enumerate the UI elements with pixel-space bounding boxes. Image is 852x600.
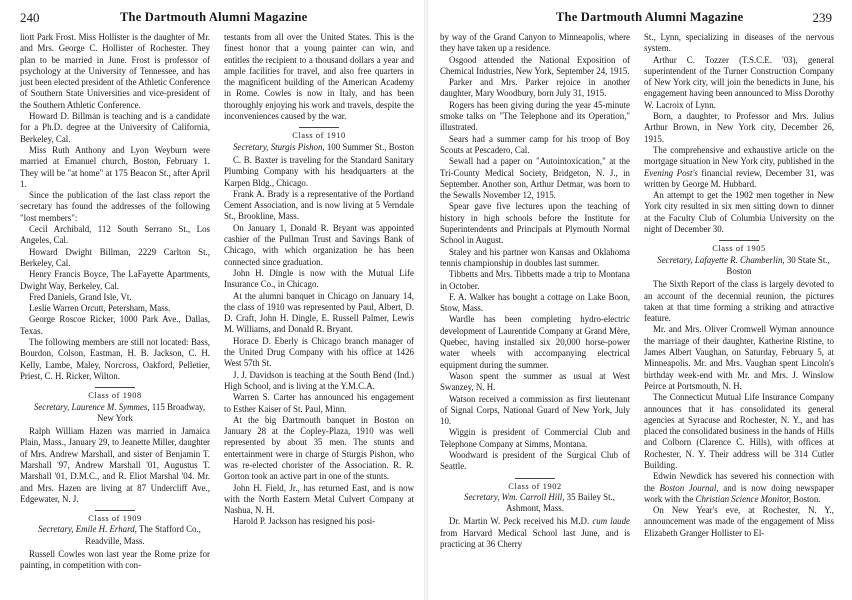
secretary-label: Secretary, <box>233 141 269 152</box>
paragraph: The Connecticut Mutual Life Insurance Company announces that it has consolidated its general agencies at Syracuse and Rochester, N. Y., and has placed the consolidated business in the hands of Hills and Colborn (Clarence C. Hills), with offices at Rochester, N. Y. Their address will be 314 Cutler Building. <box>644 392 834 470</box>
address-entry: Howard Dwight Billman, 2229 Carlton St., Berkeley, Cal. <box>20 246 210 268</box>
left-page-header <box>20 10 406 26</box>
class-1902-section <box>440 478 630 515</box>
section-rule <box>95 510 135 511</box>
paragraph: Wiggin is president of Commercial Club and Telephone Company at Simms, Montana. <box>440 427 630 449</box>
text-run-italic: Christian Science Monitor, <box>695 493 791 504</box>
paragraph: Rogers has been giving during the year 45-minute smoke talks on "The Telephone and its Operation," illustrated. <box>440 99 630 133</box>
paragraph <box>440 516 630 550</box>
paragraph: On January 1, Donald R. Bryant was appointed cashier of the Pullman Trust and Savings Bank of Chicago, with which organization he has been connected since graduation. <box>224 222 414 267</box>
paragraph: The following members are still not located: Bass, Bourdon, Colson, Eastman, H. B. Jackson, C. H. Kelly, Lambe, Maley, Norcross, Oakford, Pelletier, Priest, C. H. Ricker, Wilton. <box>20 337 210 381</box>
secretary-name: Laurence M. Symmes, <box>71 401 150 412</box>
paragraph: testants from all over the United States. This is the finest honor that a young painter can win, and entitles the recipient to a thousand dollars a year and ample facilities for travel, and also free quarters in the magnificent building of the American Academy in Rome. Cowles is now in Italy, and has been thoroughly enjoying his work and travels, despite the inconveniences caused by the war. <box>224 32 414 122</box>
section-rule <box>299 127 339 128</box>
paragraph: Warren S. Carter has announced his engagement to Esther Kaiser of St. Paul, Minn. <box>224 392 414 414</box>
paragraph: Russell Cowles won last year the Rome prize for painting, in competition with con- <box>20 549 210 571</box>
text-run: financial review, December 31, was written by George M. Hubbard. <box>644 167 834 189</box>
paragraph: An attempt to get the 1902 men together in New York city resulted in six men sitting down to dinner at the Faculty Club of Columbia University on the night of December 30. <box>644 190 834 235</box>
paragraph: Staley and his partner won Kansas and Oklahoma tennis championship in doubles last summer. <box>440 246 630 268</box>
paragraph: Howard D. Billman is teaching and is a candidate for a Ph.D. degree at the University of California, Berkeley, Cal. <box>20 111 210 144</box>
right-page <box>426 0 852 600</box>
class-heading: Class of 1910 <box>292 131 346 141</box>
right-column-2 <box>644 32 834 539</box>
address-entry: Henry Francis Boyce, The LaFayette Apartments, Dwight Way, Berkeley, Cal. <box>20 269 210 291</box>
secretary-address: 30 State St., Boston <box>726 254 830 276</box>
section-rule <box>515 478 555 479</box>
secretary-name: Wm. Carroll Hill, <box>501 491 565 502</box>
paragraph: C. B. Baxter is traveling for the Standard Sanitary Plumbing Company with his headquarters at the Karpen Bldg., Chicago. <box>224 154 414 188</box>
class-heading: Class of 1909 <box>88 514 142 524</box>
paragraph: Watson received a commission as first lieutenant of Signal Corps, National Guard of New York, July 10. <box>440 393 630 427</box>
right-running-title: The Dartmouth Alumni Magazine <box>556 10 744 24</box>
paragraph: Wardle has been completing hydro-electric development of Laurentide Company at Grand Mère, Quebec, having installed six 20,000 horse-power water wheels with accompanying electrical equipment during the summer. <box>440 314 630 370</box>
right-page-header <box>446 10 832 26</box>
secretary-label: Secretary, <box>33 401 70 412</box>
paragraph: Wason spent the summer as usual at West Swanzey, N. H. <box>440 370 630 393</box>
paragraph: Sewall had a paper on "Autointoxication," at the Tri-County Medical Society, Bridgeton, N. J., in September. Another son, Arthur Detmar, was born to the Sewalls November 12, 1915. <box>440 156 630 201</box>
paragraph: F. A. Walker has bought a cottage on Lake Boon, Stow, Mass. <box>440 291 630 314</box>
class-1910-section <box>224 127 414 153</box>
paragraph: Since the publication of the last class report the secretary has found the addresses of the following "lost members": <box>20 190 210 223</box>
secretary-address: 115 Broadway, New York <box>97 401 206 423</box>
paragraph: Mr. and Mrs. Oliver Cromwell Wyman announce the marriage of their daughter, Katherine Ristine, to James Albert Vaughan, on Saturday, February 5, at Minneapolis. Mr. and Mrs. Vaughan spent Lincoln's birthday week-end with Mr. and Mrs. J. Winslow Peirce at Portsmouth, N. H. <box>644 324 834 391</box>
right-page-number: 239 <box>812 10 832 25</box>
text-run: from Harvard Medical School last June, and is practicing at 36 Cherry <box>440 527 630 550</box>
paragraph: John H. Field, Jr., has returned East, and is now with the North Eastern Metal Culvert Company at Nashua, N. H. <box>224 482 414 516</box>
paragraph: Sears had a summer camp for his troop of Boy Scouts at Pescadero, Cal. <box>440 133 630 155</box>
paragraph: Miss Ruth Anthony and Lyon Weyburn were married at Emanuel church, Boston, February 1. They will be "at home" at 175 Beacon St., after April 1. <box>20 144 210 189</box>
paragraph: At the alumni banquet in Chicago on January 14, the class of 1910 was represented by Paul, Albert, D. D. Craft, John H. Dingle, E. Russell Palmer, Lewis M. Williams, and Donald R. Bryant. <box>224 290 414 335</box>
text-run: Boston. <box>793 493 821 504</box>
paragraph: Woodward is president of the Surgical Club of Seattle. <box>440 449 630 472</box>
secretary-label: Secretary, <box>657 254 693 265</box>
secretary-line <box>20 402 210 425</box>
secretary-address: 100 Summer St., Boston <box>326 141 414 152</box>
address-entry: Cecil Archibald, 112 South Serrano St., Los Angeles, Cal. <box>20 224 210 246</box>
secretary-line <box>440 492 630 515</box>
secretary-label: Secretary, <box>38 524 74 535</box>
section-rule <box>719 240 759 241</box>
paragraph: Horace D. Eberly is Chicago branch manager of the United Drug Company with his office at 1426 West 57th St. <box>224 335 414 369</box>
paragraph: Osgood attended the National Exposition of Chemical Industries, New York, September 24, 1915. <box>440 54 630 76</box>
secretary-label: Secretary, <box>464 491 500 502</box>
text-run: Edwin Newdick has severed his connection with the <box>644 471 834 493</box>
left-running-title: The Dartmouth Alumni Magazine <box>120 10 308 24</box>
right-column-1 <box>440 32 630 550</box>
secretary-name: Lafayette R. Chamberlin, <box>694 254 785 265</box>
class-1908-section <box>20 387 210 424</box>
text-run: Dr. Martin W. Peck received his M.D. <box>449 516 590 527</box>
paragraph: St., Lynn, specializing in diseases of the nervous system. <box>644 32 834 54</box>
secretary-address: 35 Bailey St., Ashmont, Mass. <box>506 491 615 514</box>
paragraph <box>644 145 834 190</box>
paragraph: At the big Dartmouth banquet in Boston on January 28 at the Copley-Plaza, 1910 was well represented by about 35 men. The stunts and entertainment were in charge of Sturgis Pishon, who was re-elected chorister of the Association. R. R. Gorton took an active part in one of the stunts. <box>224 414 414 482</box>
paragraph: John H. Dingle is now with the Mutual Life Insurance Co., in Chicago. <box>224 267 414 290</box>
left-column-1 <box>20 32 210 572</box>
paragraph: by way of the Grand Canyon to Minneapolis, where they have taken up a residence. <box>440 32 630 54</box>
paragraph: J. J. Davidson is teaching at the South Bend (Ind.) High School, and is living at the Y.M.C.A. <box>224 369 414 391</box>
class-heading: Class of 1902 <box>508 481 562 491</box>
class-1909-section <box>20 510 210 547</box>
secretary-address: The Stafford Co., Readville, Mass. <box>85 524 201 546</box>
paragraph: Ralph William Hazen was married in Jamaica Plain, Mass., January 29, to Jeanette Miller, daughter of Mrs. Andrew Marshall, and sister of Benjamin T. Marshall '97, Andrew Marshall '01, Augustus T. Marshall '01, D.M.C., and R. Eliot Marshal '04. Mr. and Mrs. Hazen are living at 87 Undercliff Ave., Edgewater, N. J. <box>20 426 210 504</box>
text-run-italic: Evening Post's <box>644 167 698 178</box>
paragraph: Harold P. Jackson has resigned his posi- <box>233 516 376 527</box>
paragraph: The Sixth Report of the class is largely devoted to an account of the decennial reunion, the pictures taken at that time forming a striking and attractive feature. <box>644 279 834 324</box>
text-run-italic: Boston Journal, <box>659 482 719 493</box>
address-entry: Fred Daniels, Grand Isle, Vt. <box>29 291 132 302</box>
paragraph: Parker and Mrs. Parker rejoice in another daughter, Mary Woodbury, born July 31, 1915. <box>440 77 630 99</box>
text-run: The comprehensive and exhaustive article on the mortgage situation in New York city, published in the <box>644 144 834 167</box>
left-column-2 <box>224 32 414 528</box>
address-entry: George Roscoe Ricker, 1000 Park Ave., Dallas, Texas. <box>20 314 210 336</box>
section-rule <box>95 387 135 388</box>
class-heading: Class of 1905 <box>712 244 766 254</box>
paragraph: Frank A. Brady is a representative of the Portland Cement Association, and is now living at 5 Verndale St., Brookline, Mass. <box>224 188 414 222</box>
address-entry: Leslie Warren Orcutt, Petersham, Mass. <box>29 303 171 314</box>
secretary-line <box>644 255 834 278</box>
paragraph: Spear gave five lectures upon the teaching of history in high schools before the Institute for Superintendents and Principals at Plymouth Normal School in August. <box>440 201 630 246</box>
paragraph <box>644 471 834 505</box>
left-page-number: 240 <box>20 10 40 25</box>
class-1905-section <box>644 240 834 277</box>
secretary-line <box>224 142 414 153</box>
secretary-name: Sturgis Pishon, <box>270 141 325 152</box>
class-heading: Class of 1908 <box>88 391 142 401</box>
paragraph: liott Park Frost. Miss Hollister is the daughter of Mr. and Mrs. George C. Hollister of Rochester. They plan to be married in June. Frost is professor of psychology at the University of Tennessee, and has just been elected president of the Athletic Conference of Southern State Universities and vice-president of the Southern Athletic Conference. <box>20 32 210 110</box>
text-run: and is now doing newspaper work with the <box>644 482 834 504</box>
secretary-line <box>20 524 210 547</box>
secretary-name: Emile H. Erhard, <box>75 524 137 535</box>
paragraph: Arthur C. Tozzer (T.S.C.E. '03), general superintendent of the Turner Construction Company of New York city, will join the benedicts in June, his engagement having been announced to Miss Dorothy W. Lacroix of Lynn. <box>644 54 834 110</box>
paragraph: Born, a daughter, to Professor and Mrs. Julius Arthur Brown, in New York city, December 26, 1915. <box>644 111 834 144</box>
paragraph: Tibbetts and Mrs. Tibbetts made a trip to Montana in October. <box>440 269 630 291</box>
text-run-italic: cum laude <box>592 516 630 527</box>
paragraph: On New Year's eve, at Rochester, N. Y., announcement was made of the engagement of Miss Elizabeth Granger Hollister to El- <box>644 505 834 538</box>
